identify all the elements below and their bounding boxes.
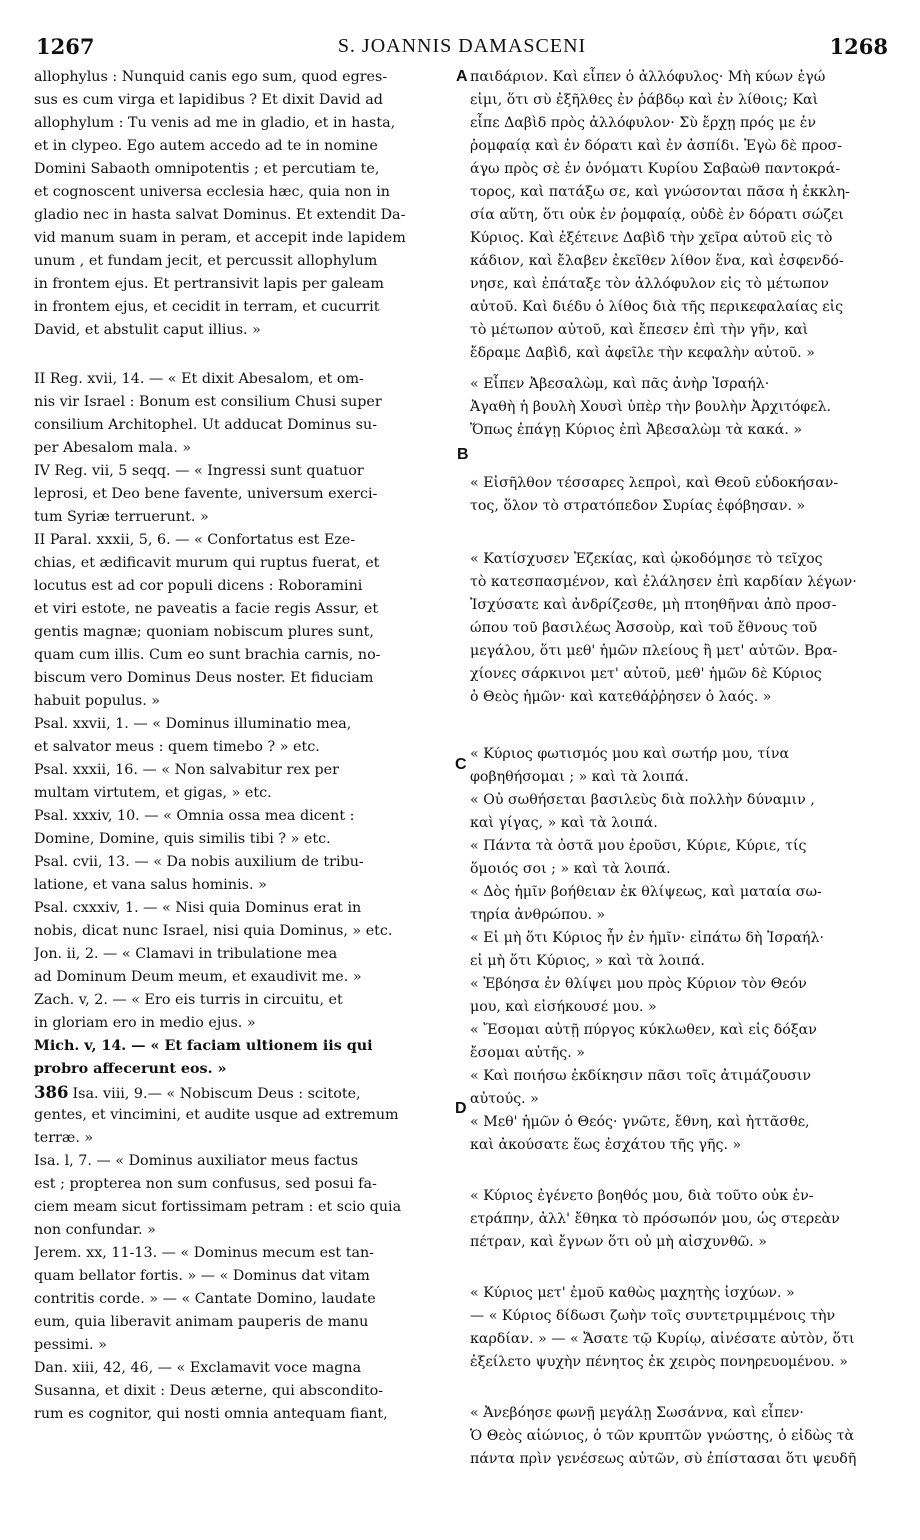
text-line: εἰμι, ὅτι σὺ ἐξῆλθες ἐν ῥάβδῳ καὶ ἐν λίθοις; Καὶ	[470, 92, 819, 108]
text-line: ἔσομαι αὐτῆς. »	[470, 1045, 585, 1061]
text-line: πάντα πρὶν γενέσεως αὐτῶν, σὺ ἐπίστασαι ὅτι ψευδῆ	[470, 1451, 857, 1467]
text-line: locutus est ad cor populi dicens : Roboramini	[34, 578, 363, 594]
greek-paragraph-1	[470, 66, 888, 365]
text-line: εἰ μὴ ὅτι Κύριος, » καὶ τὰ λοιπά.	[470, 953, 705, 969]
text-line: « Ἐβόησα ἐν θλίψει μου πρὸς Κύριον τὸν Θεόν	[470, 976, 807, 992]
text-line: tum Syriæ terruerunt. »	[34, 509, 209, 525]
text-line: « Κατίσχυσεν Ἐζεκίας, καὶ ᾠκοδόμησε τὸ τεῖχος	[470, 551, 823, 567]
text-line: ὅμοιός σοι ; » καὶ τὰ λοιπά.	[470, 861, 671, 877]
text-line: contritis corde. » — « Cantate Domino, laudate	[34, 1291, 376, 1307]
text-line: φοβηθήσομαι ; » καὶ τὰ λοιπά.	[470, 769, 689, 785]
latin-paragraph-3	[34, 460, 452, 529]
text-line: Psal. xxxiv, 10. — « Omnia ossa mea dicent :	[34, 808, 355, 824]
greek-column	[470, 66, 888, 1471]
text-line: τὸ κατεσπασμένον, καὶ ἐλάλησεν ἐπὶ καρδίαν λέγων·	[470, 574, 857, 590]
latin-paragraph-9	[34, 1357, 452, 1426]
text-line: ad Dominum Deum meum, et exaudivit me. »	[34, 969, 362, 985]
text-line: David, et abstulit caput illius. »	[34, 322, 261, 338]
text-line: Psal. xxxii, 16. — « Non salvabitur rex per	[34, 762, 339, 778]
text-line: terræ. »	[34, 1130, 94, 1146]
column-number: 386	[34, 1083, 69, 1102]
text-line: allophylum : Tu venis ad me in gladio, et in hasta,	[34, 115, 396, 131]
latin-column	[34, 66, 452, 1426]
page-header	[36, 34, 888, 60]
text-line: et viri estote, ne paveatis a facie regis Assur, et	[34, 601, 379, 617]
latin-paragraph-5	[34, 713, 452, 1081]
margin-letter-d: D	[455, 1100, 467, 1117]
text-line: τος, ὅλον τὸ στρατόπεδον Συρίας ἐφόβησαν. »	[470, 498, 806, 514]
greek-paragraph-7	[470, 1282, 888, 1374]
text-line: sus es cum virga et lapidibus ? Et dixit David ad	[34, 92, 383, 108]
text-line: Isa. viii, 9.— « Nobiscum Deus : scitote,	[72, 1086, 361, 1102]
text-line: « Εἰσῆλθον τέσσαρες λεπροὶ, καὶ Θεοῦ εὐδοκήσαν-	[470, 475, 839, 491]
text-line: — « Κύριος δίδωσι ζωὴν τοῖς συντετριμμένοις τὴν	[470, 1308, 836, 1324]
text-line: « Ἀνεβόησε φωνῇ μεγάλῃ Σωσάννα, καὶ εἶπεν·	[470, 1405, 804, 1421]
text-line: in gloriam ero in medio ejus. »	[34, 1015, 256, 1031]
text-line: Psal. cxxxiv, 1. — « Nisi quia Dominus erat in	[34, 900, 362, 916]
margin-letter-c: C	[455, 756, 467, 773]
text-line: in frontem ejus. Et pertransivit lapis per galeam	[34, 276, 384, 292]
text-line: ciem meam sicut fortissimam petram : et scio quia	[34, 1199, 402, 1215]
text-line: ἔδραμε Δαβὶδ, καὶ ἀφεῖλε τὴν κεφαλὴν αὐτοῦ. »	[470, 345, 815, 361]
text-line: pessimi. »	[34, 1337, 107, 1353]
latin-paragraph-7	[34, 1150, 452, 1242]
text-line: gentes, et vincimini, et audite usque ad extremum	[34, 1107, 399, 1123]
page-number-right: 1268	[829, 34, 888, 59]
text-line: vid manum suam in peram, et accepit inde lapidem	[34, 230, 406, 246]
text-line: τὸ μέτωπον αὐτοῦ, καὶ ἔπεσεν ἐπὶ τὴν γῆν, καὶ	[470, 322, 809, 338]
text-line: eum, quia liberavit animam pauperis de manu	[34, 1314, 369, 1330]
latin-paragraph-1	[34, 66, 452, 342]
text-line: biscum vero Dominus Deus noster. Et fiduciam	[34, 670, 374, 686]
latin-paragraph-8	[34, 1242, 452, 1357]
text-line: « Κύριος φωτισμός μου καὶ σωτήρ μου, τίνα	[470, 746, 790, 762]
greek-paragraph-5	[470, 743, 888, 1157]
text-line: et in clypeo. Ego autem accedo ad te in nomine	[34, 138, 378, 154]
latin-paragraph-2	[34, 368, 452, 460]
text-line: ἐξείλετο ψυχὴν πένητος ἐκ χειρὸς πονηρευομένου. »	[470, 1354, 848, 1370]
text-line: gentis magnæ; quoniam nobiscum plures sunt,	[34, 624, 374, 640]
text-line: chias, et ædificavit murum qui ruptus fuerat, et	[34, 555, 380, 571]
text-line: αὐτοῦ. Καὶ διέδυ ὁ λίθος διὰ τῆς περικεφαλαίας εἰς	[470, 299, 844, 315]
text-line: latione, et vana salus hominis. »	[34, 877, 267, 893]
text-line: χίονες σάρκινοι μετ' αὐτοῦ, μεθ' ἡμῶν δὲ Κύριος	[470, 666, 822, 682]
text-line: IV Reg. vii, 5 seqq. — « Ingressi sunt quatuor	[34, 463, 364, 479]
running-title: S. JOANNIS DAMASCENI	[337, 35, 587, 57]
text-line: εἶπε Δαβὶδ πρὸς ἀλλόφυλον· Σὺ ἔρχῃ πρός με ἐν	[470, 115, 816, 131]
text-line: πέτραν, καὶ ἔγνων ὅτι οὐ μὴ αἰσχυνθῶ. »	[470, 1234, 767, 1250]
text-line: μου, καὶ εἰσήκουσέ μου. »	[470, 999, 657, 1015]
text-line: quam cum illis. Cum eo sunt brachia carnis, no-	[34, 647, 381, 663]
text-line: άγω πρὸς σὲ ἐν ὀνόματι Κυρίου Σαβαὼθ παντοκρά-	[470, 161, 841, 177]
margin-letter-b: B	[457, 446, 469, 463]
text-line: non confundar. »	[34, 1222, 156, 1238]
text-line: Ἀγαθὴ ἡ βουλὴ Χουσὶ ὑπὲρ τὴν βουλὴν Ἀρχιτόφελ.	[470, 399, 832, 415]
text-line: « Πάντα τὰ ὀστᾶ μου ἐροῦσι, Κύριε, Κύριε, τίς	[470, 838, 807, 854]
text-line: ὁ Θεὸς ἡμῶν· καὶ κατεθάῤῥησεν ὁ λαός. »	[470, 689, 772, 705]
text-line: καρδίαν. » — « Ἄσατε τῷ Κυρίῳ, αἰνέσατε αὐτὸν, ὅτι	[470, 1331, 855, 1347]
text-line: παιδάριον. Καὶ εἶπεν ὁ ἀλλόφυλος· Μὴ κύων ἐγώ	[470, 69, 826, 85]
text-line: Domini Sabaoth omnipotentis ; et percutiam te,	[34, 161, 380, 177]
text-line: αὐτούς. »	[470, 1091, 539, 1107]
text-line: Susanna, et dixit : Deus æterne, qui abscondito-	[34, 1383, 384, 1399]
text-line: Ἰσχύσατε καὶ ἀνδρίζεσθε, μὴ πτοηθῆναι ἀπὸ προσ-	[470, 597, 837, 613]
greek-paragraph-4	[470, 548, 888, 709]
text-line: II Reg. xvii, 14. — « Et dixit Abesalom, et om-	[34, 371, 364, 387]
text-line: κάδιον, καὶ ἔλαβεν ἐκεῖθεν λίθον ἕνα, καὶ ἐσφενδό-	[470, 253, 844, 269]
text-line: νησε, καὶ ἐπάταξε τὸν ἀλλόφυλον εἰς τὸ μέτωπον	[470, 276, 829, 292]
text-line: Zach. v, 2. — « Ero eis turris in circuitu, et	[34, 992, 343, 1008]
greek-paragraph-2	[470, 373, 888, 442]
text-line: « Κύριος μετ' ἐμοῦ καθὼς μαχητὴς ἰσχύων. »	[470, 1285, 795, 1301]
text-line: « Μεθ' ἡμῶν ὁ Θεός· γνῶτε, ἔθνη, καὶ ἡττᾶσθε,	[470, 1114, 810, 1130]
text-line: Mich. v, 14. — « Et faciam ultionem iis qui	[34, 1038, 373, 1054]
text-line: μεγάλου, ὅτι μεθ' ἡμῶν πλείους ἢ μετ' αὐτῶν. Βρα-	[470, 643, 838, 659]
text-line: Dan. xiii, 42, 46, — « Exclamavit voce magna	[34, 1360, 362, 1376]
text-line: multam virtutem, et gigas, » etc.	[34, 785, 272, 801]
text-line: probro affecerunt eos. »	[34, 1061, 227, 1077]
text-line: quam bellator fortis. » — « Dominus dat vitam	[34, 1268, 370, 1284]
text-line: σία αὕτη, ὅτι οὐκ ἐν ῥομφαίᾳ, οὐδὲ ἐν δόρατι σώζει	[470, 207, 844, 223]
margin-letter-a: A	[456, 68, 468, 85]
latin-paragraph-4	[34, 529, 452, 713]
text-line: « Οὐ σωθήσεται βασιλεὺς διὰ πολλὴν δύναμιν ,	[470, 792, 815, 808]
text-line: Κύριος. Καὶ ἐξέτεινε Δαβὶδ τὴν χεῖρα αὐτοῦ εἰς τὸ	[470, 230, 833, 246]
text-line: II Paral. xxxii, 5, 6. — « Confortatus est Eze-	[34, 532, 356, 548]
text-line: τηρία ἀνθρώπου. »	[470, 907, 606, 923]
text-line: consilium Architophel. Ut adducat Dominus su-	[34, 417, 378, 433]
text-line: habuit populus. »	[34, 693, 161, 709]
text-line: rum es cognitor, qui nosti omnia antequam fiant,	[34, 1406, 388, 1422]
text-line: « Εἰ μὴ ὅτι Κύριος ἦν ἐν ἡμῖν· εἰπάτω δὴ Ἰσραήλ·	[470, 930, 825, 946]
text-line: τορος, καὶ πατάξω σε, καὶ γνώσονται πᾶσα ἡ ἐκκλη-	[470, 184, 850, 200]
text-line: « Κύριος ἐγένετο βοηθός μου, διὰ τοῦτο οὐκ ἐν-	[470, 1188, 814, 1204]
text-line: ώπου τοῦ βασιλέως Ἀσσοὺρ, καὶ τοῦ ἔθνους τοῦ	[470, 620, 818, 636]
text-line: Ὁ Θεὸς αἰώνιος, ὁ τῶν κρυπτῶν γνώστης, ὁ εἰδὼς τὰ	[470, 1428, 855, 1444]
text-line: unum , et fundam jecit, et percussit allophylum	[34, 253, 378, 269]
text-line: allophylus : Nunquid canis ego sum, quod egres-	[34, 69, 388, 85]
text-line: Jon. ii, 2. — « Clamavi in tribulatione mea	[34, 946, 338, 962]
text-line: καὶ ἀκούσατε ἕως ἐσχάτου τῆς γῆς. »	[470, 1137, 742, 1153]
latin-paragraph-6	[34, 1081, 452, 1150]
text-line: ετράπην, ἀλλ' ἔθηκα τὸ πρόσωπόν μου, ὡς στερεὰν	[470, 1211, 840, 1227]
text-line: « Εἶπεν Ἀβεσαλὼμ, καὶ πᾶς ἀνὴρ Ἰσραήλ·	[470, 376, 770, 392]
greek-paragraph-8	[470, 1402, 888, 1471]
greek-paragraph-3	[470, 472, 888, 518]
text-line: gladio nec in hasta salvat Dominus. Et extendit Da-	[34, 207, 406, 223]
text-line: « Ἔσομαι αὐτῇ πύργος κύκλωθεν, καὶ εἰς δόξαν	[470, 1022, 817, 1038]
text-line: ῥομφαίᾳ καὶ ἐν δόρατι καὶ ἐν ἀσπίδι. Ἐγὼ δὲ προσ-	[470, 138, 843, 154]
text-line: leprosi, et Deo bene favente, universum exerci-	[34, 486, 378, 502]
page-number-left: 1267	[36, 34, 95, 59]
text-line: et cognoscent universa ecclesia hæc, quia non in	[34, 184, 390, 200]
text-line: Isa. l, 7. — « Dominus auxiliator meus factus	[34, 1153, 359, 1169]
text-line: in frontem ejus, et cecidit in terram, et cucurrit	[34, 299, 380, 315]
text-line: per Abesalom mala. »	[34, 440, 192, 456]
text-line: nobis, dicat nunc Israel, nisi quia Dominus, » etc.	[34, 923, 393, 939]
text-line: nis vir Israel : Bonum est consilium Chusi super	[34, 394, 382, 410]
text-line: « Δὸς ἡμῖν βοήθειαν ἐκ θλίψεως, καὶ ματαία σω-	[470, 884, 822, 900]
greek-paragraph-6	[470, 1185, 888, 1254]
text-line: Psal. xxvii, 1. — « Dominus illuminatio mea,	[34, 716, 352, 732]
text-line: Ὅπως ἐπάγῃ Κύριος ἐπὶ Ἀβεσαλὼμ τὰ κακά. »	[470, 422, 803, 438]
text-line: et salvator meus : quem timebo ? » etc.	[34, 739, 320, 755]
text-line: Domine, Domine, quis similis tibi ? » etc.	[34, 831, 331, 847]
text-line: est ; propterea non sum confusus, sed posui fa-	[34, 1176, 377, 1192]
text-line: « Καὶ ποιήσω ἐκδίκησιν πᾶσι τοῖς ἀτιμάζουσιν	[470, 1068, 812, 1084]
text-line: Jerem. xx, 11-13. — « Dominus mecum est tan-	[34, 1245, 375, 1261]
text-line: καὶ γίγας, » καὶ τὰ λοιπά.	[470, 815, 658, 831]
text-line: Psal. cvii, 13. — « Da nobis auxilium de tribu-	[34, 854, 364, 870]
